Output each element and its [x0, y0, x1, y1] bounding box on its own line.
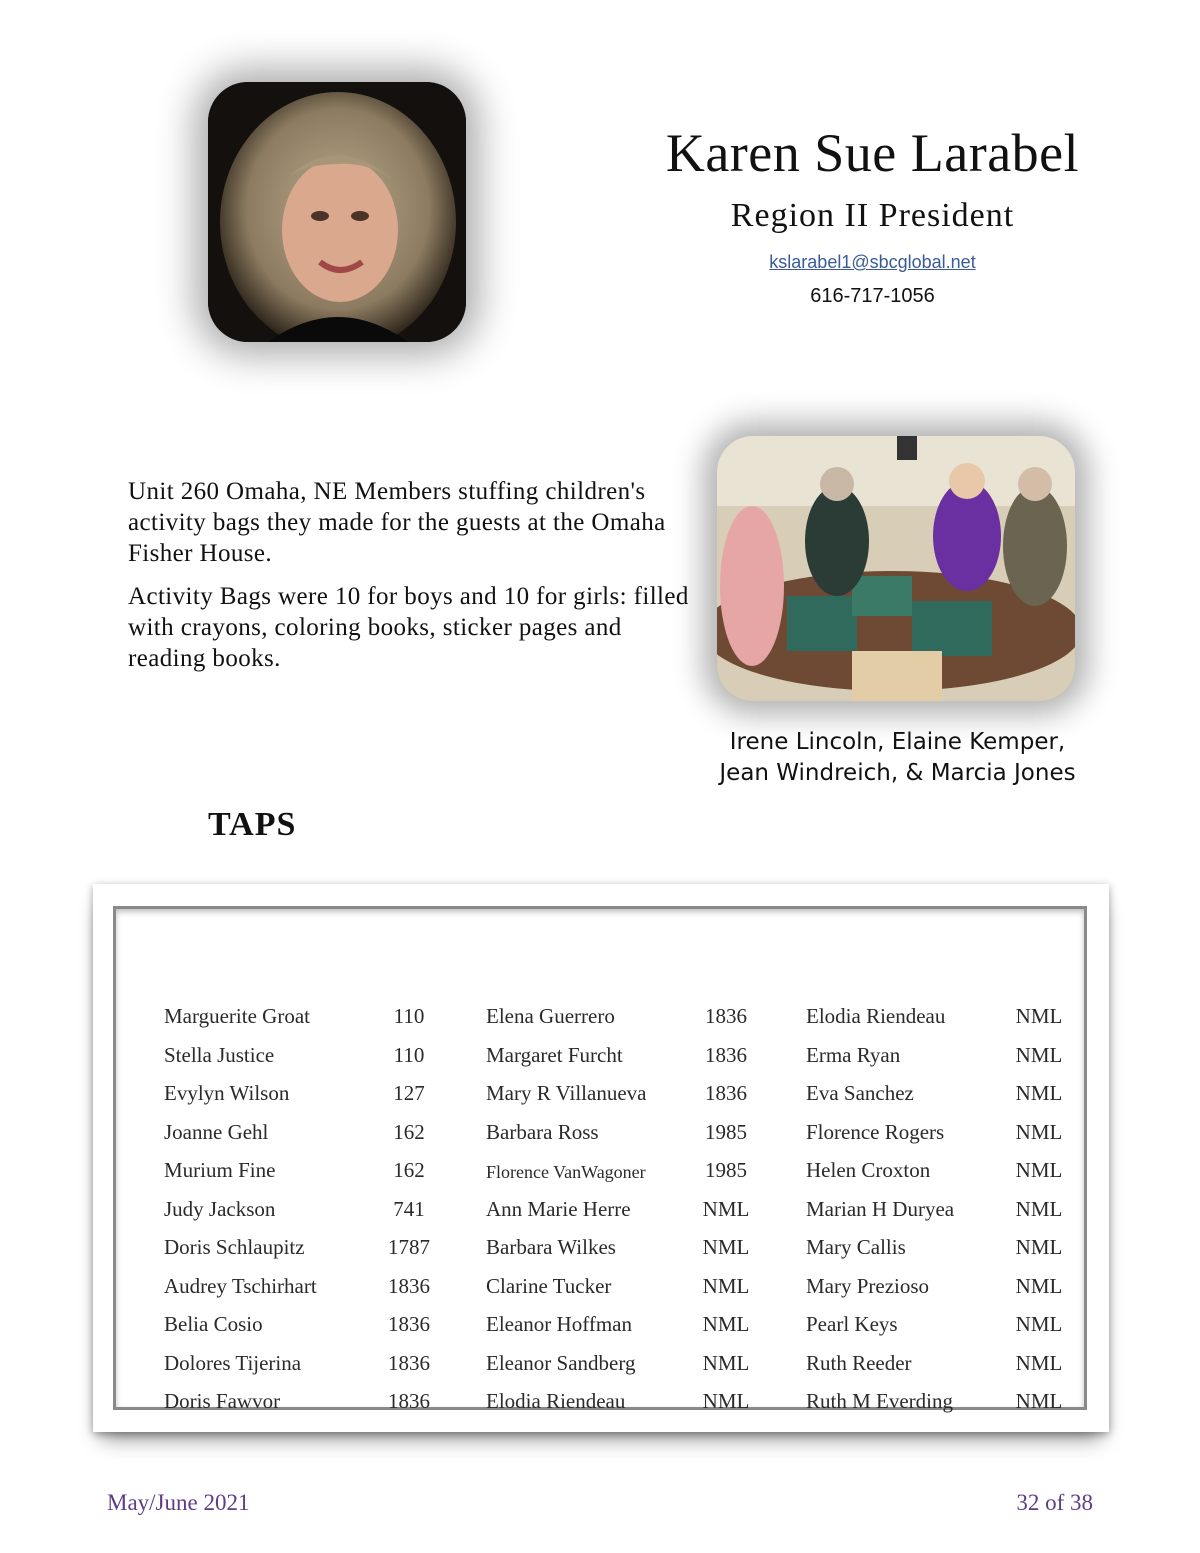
member-unit: 1836	[388, 1389, 430, 1413]
member-unit: 1985	[705, 1119, 747, 1144]
member-unit: 1985	[705, 1158, 747, 1182]
photo-caption	[700, 727, 1095, 789]
member-unit: 110	[393, 1042, 425, 1067]
member-unit: NML	[1015, 1235, 1063, 1259]
member-unit: 1836	[388, 1312, 430, 1336]
member-unit: NML	[1015, 1158, 1063, 1182]
taps-table	[113, 906, 1087, 1413]
member-unit: NML	[1015, 1042, 1063, 1067]
story-text	[128, 476, 698, 686]
member-unit: NML	[702, 1350, 750, 1375]
member-unit: NML	[702, 1196, 750, 1221]
member-unit: 162	[393, 1158, 425, 1182]
member-unit: NML	[1015, 1389, 1063, 1413]
member-name: Doris Schlaupitz	[164, 1235, 305, 1259]
profile-header	[620, 122, 1125, 308]
story-paragraph-2: Activity Bags were 10 for boys and 10 for girls: filled with crayons, coloring books, sticker pages and reading books.	[128, 583, 689, 672]
member-unit: NML	[1015, 1081, 1063, 1105]
member-name: Margaret Furcht	[486, 1042, 623, 1067]
member-name: Elodia Riendeau	[806, 1004, 946, 1028]
member-name: Ruth Reeder	[806, 1350, 912, 1375]
taps-title: TAPS	[208, 806, 297, 843]
member-unit: 1836	[388, 1273, 430, 1298]
caption-line-1: Irene Lincoln, Elaine Kemper,	[729, 729, 1066, 755]
member-name: Clarine Tucker	[486, 1273, 612, 1298]
member-unit: 1836	[705, 1042, 747, 1067]
phone-number: 616-717-1056	[810, 285, 935, 307]
member-name: Eleanor Sandberg	[486, 1350, 636, 1375]
member-name: Evylyn Wilson	[164, 1081, 290, 1105]
member-unit: 1787	[388, 1235, 430, 1259]
member-unit: NML	[702, 1235, 750, 1259]
member-name: Mary Prezioso	[806, 1273, 930, 1298]
member-unit: 127	[393, 1081, 425, 1105]
footer-page-number: 32 of 38	[1016, 1490, 1093, 1515]
member-name: Marguerite Groat	[164, 1004, 310, 1028]
member-name: Florence VanWagoner	[486, 1162, 646, 1182]
member-name: Elena Guerrero	[486, 1004, 615, 1028]
member-name: Mary R Villanueva	[486, 1081, 647, 1105]
member-name: Audrey Tschirhart	[164, 1273, 317, 1298]
member-name: Dolores Tijerina	[164, 1350, 302, 1375]
member-unit: NML	[1015, 1273, 1063, 1298]
member-unit: 110	[393, 1004, 425, 1028]
member-name: Erma Ryan	[806, 1042, 901, 1067]
profile-name: Karen Sue Larabel	[665, 123, 1080, 183]
member-unit: NML	[1015, 1196, 1063, 1221]
caption-line-2: Jean Windreich, & Marcia Jones	[719, 760, 1076, 786]
member-unit: NML	[702, 1312, 750, 1336]
member-unit: NML	[1015, 1004, 1063, 1028]
member-name: Stella Justice	[164, 1042, 275, 1067]
member-name: Ruth M Everding	[806, 1389, 953, 1413]
member-name: Joanne Gehl	[164, 1119, 269, 1144]
member-name: Belia Cosio	[164, 1312, 263, 1336]
member-unit: NML	[1015, 1119, 1063, 1144]
member-name: Pearl Keys	[806, 1312, 898, 1336]
member-name: Doris Fawvor	[164, 1389, 281, 1413]
group-photo	[717, 436, 1075, 701]
member-name: Eva Sanchez	[806, 1081, 914, 1105]
member-name: Barbara Ross	[486, 1119, 599, 1144]
member-unit: NML	[702, 1273, 750, 1298]
member-unit: 162	[393, 1119, 425, 1144]
story-paragraph-1: Unit 260 Omaha, NE Members stuffing children's activity bags they made for the guests at the Omaha Fisher House.	[128, 478, 666, 567]
footer-issue: May/June 2021	[107, 1490, 250, 1515]
email-link[interactable]: kslarabel1@sbcglobal.net	[769, 252, 976, 272]
member-unit: 1836	[705, 1004, 747, 1028]
member-unit: 1836	[705, 1081, 747, 1105]
member-unit: NML	[1015, 1350, 1063, 1375]
member-name: Barbara Wilkes	[486, 1235, 616, 1259]
member-unit: NML	[1015, 1312, 1063, 1336]
member-unit: NML	[702, 1389, 750, 1413]
member-name: Eleanor Hoffman	[486, 1312, 632, 1336]
member-unit: 1836	[388, 1350, 430, 1375]
member-unit: 741	[393, 1196, 425, 1221]
member-name: Judy Jackson	[164, 1196, 276, 1221]
member-name: Marian H Duryea	[806, 1196, 955, 1221]
member-name: Florence Rogers	[806, 1119, 945, 1144]
member-name: Murium Fine	[164, 1158, 276, 1182]
member-name: Ann Marie Herre	[486, 1196, 631, 1221]
member-name: Elodia Riendeau	[486, 1389, 626, 1413]
member-name: Helen Croxton	[806, 1158, 931, 1182]
portrait-photo	[208, 82, 466, 342]
taps-frame	[93, 884, 1109, 1432]
member-name: Mary Callis	[806, 1235, 906, 1259]
profile-role: Region II President	[730, 197, 1015, 234]
